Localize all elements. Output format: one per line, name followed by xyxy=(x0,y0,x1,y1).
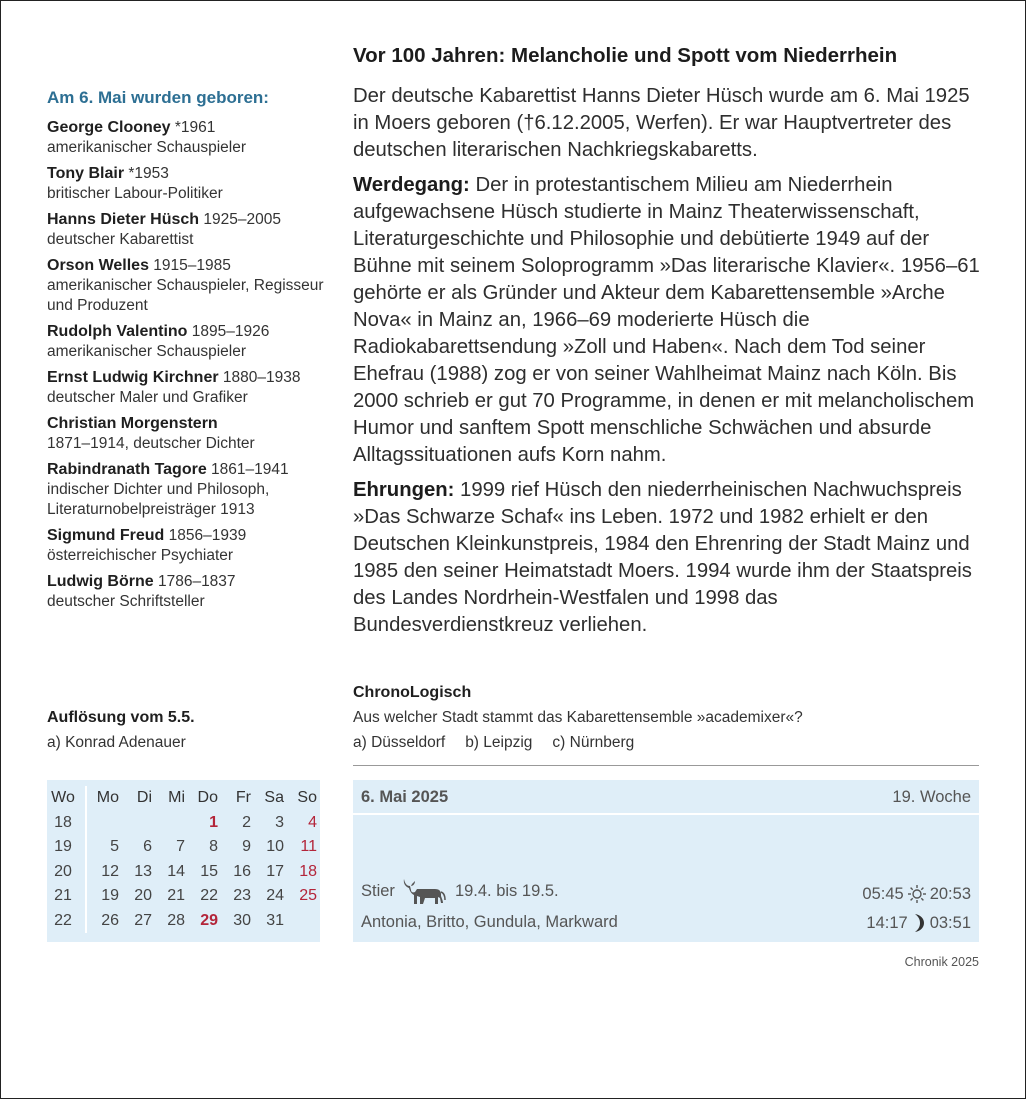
person-dates: 1786–1837 xyxy=(153,573,236,590)
sun-icon xyxy=(907,884,927,904)
birth-entry xyxy=(47,322,339,362)
birth-entry xyxy=(47,526,339,566)
sun-times xyxy=(862,884,971,904)
calendar-day: 13 xyxy=(134,862,152,880)
calendar-day: 1 xyxy=(209,813,218,831)
footer-credit: Chronik 2025 xyxy=(904,955,979,969)
article-body xyxy=(353,83,983,647)
calendar-week-row xyxy=(47,860,318,885)
person-desc: 1871–1914, deutscher Dichter xyxy=(47,435,255,452)
person-desc: deutscher Maler und Grafiker xyxy=(47,389,248,406)
person-dates: 1856–1939 xyxy=(164,527,247,544)
person-desc: amerikanischer Schauspieler, Regisseur und Produzent xyxy=(47,277,324,314)
article-section-honors xyxy=(353,477,983,639)
person-name: Rudolph Valentino xyxy=(47,323,188,340)
person-dates: *1961 xyxy=(170,119,216,136)
weekday-header: Do xyxy=(197,789,218,807)
birth-entry xyxy=(47,164,339,204)
calendar-day: 24 xyxy=(266,887,284,905)
week-number-cell: 21 xyxy=(47,884,86,909)
week-number-cell: 19 xyxy=(47,835,86,860)
births-list xyxy=(47,118,339,618)
quiz-question: Aus welcher Stadt stammt das Kabarettensemble »academixer«? xyxy=(353,709,803,726)
quiz-answers xyxy=(353,734,654,752)
zodiac-sign: Stier xyxy=(361,881,395,900)
person-desc: deutscher Kabarettist xyxy=(47,231,194,248)
calendar-day: 2 xyxy=(242,813,251,831)
calendar-day: 26 xyxy=(101,911,119,929)
zodiac-range: 19.4. bis 19.5. xyxy=(454,881,559,900)
weekday-header: Di xyxy=(136,789,152,807)
weekday-header: Fr xyxy=(235,789,251,807)
sunset-time: 20:53 xyxy=(929,884,971,903)
quiz-answer: a) Düsseldorf xyxy=(353,734,446,751)
quiz-title: ChronoLogisch xyxy=(353,684,472,701)
person-desc: deutscher Schriftsteller xyxy=(47,593,205,610)
calendar-day: 12 xyxy=(101,862,119,880)
calendar-week-row xyxy=(47,811,318,836)
calendar-day: 10 xyxy=(266,838,284,856)
person-name: Tony Blair xyxy=(47,165,125,182)
person-dates: 1915–1985 xyxy=(148,257,231,274)
article-intro: Der deutsche Kabarettist Hanns Dieter Hüsch wurde am 6. Mai 1925 in Moers geboren (†6.12.2005, Werfen). Er war Hauptvertreter des deutschen literarischen Nachkriegskabaretts. xyxy=(353,85,970,161)
calendar-day: 21 xyxy=(167,887,185,905)
weekday-header: Mo xyxy=(96,789,119,807)
calendar-day: 8 xyxy=(209,838,218,856)
person-desc: britischer Labour-Politiker xyxy=(47,185,223,202)
calendar-day: 16 xyxy=(233,862,251,880)
day-info-box xyxy=(353,780,979,942)
week-number-cell: 20 xyxy=(47,860,86,885)
calendar-day: 30 xyxy=(233,911,251,929)
article-section-career xyxy=(353,172,983,469)
birth-entry xyxy=(47,460,339,520)
month-calendar xyxy=(47,780,320,942)
weekday-header: Mi xyxy=(168,789,185,807)
calendar-day xyxy=(86,811,120,836)
calendar-day: 23 xyxy=(233,887,251,905)
birth-entry xyxy=(47,368,339,408)
birth-entry xyxy=(47,118,339,158)
calendar-day xyxy=(120,811,153,836)
calendar-day: 19 xyxy=(101,887,119,905)
person-name: Orson Welles xyxy=(47,257,149,274)
person-desc: amerikanischer Schauspieler xyxy=(47,139,247,156)
person-dates: *1953 xyxy=(124,165,169,182)
divider xyxy=(353,765,979,766)
calendar-day: 28 xyxy=(167,911,185,929)
calendar-day xyxy=(285,909,318,934)
person-dates: 1880–1938 xyxy=(218,369,301,386)
person-dates: 1861–1941 xyxy=(206,461,289,478)
calendar-day: 18 xyxy=(299,862,317,880)
calendar-day xyxy=(153,811,186,836)
calendar-day: 11 xyxy=(300,838,317,856)
calendar-day: 5 xyxy=(110,838,119,856)
week-number-cell: 18 xyxy=(47,811,86,836)
sunrise-time: 05:45 xyxy=(862,884,904,903)
person-desc: amerikanischer Schauspieler xyxy=(47,343,247,360)
birth-entry xyxy=(47,256,339,316)
calendar-day: 14 xyxy=(167,862,185,880)
calendar-day: 9 xyxy=(242,838,251,856)
calendar-day: 7 xyxy=(176,838,185,856)
person-name: Rabindranath Tagore xyxy=(47,461,207,478)
calendar-day: 17 xyxy=(266,862,284,880)
week-number: 19. Woche xyxy=(892,788,971,806)
calendar-table xyxy=(47,786,318,933)
calendar-day: 22 xyxy=(200,887,218,905)
calendar-day: 31 xyxy=(266,911,284,929)
person-dates: 1925–2005 xyxy=(199,211,281,228)
moonrise-time: 14:17 xyxy=(866,913,908,932)
calendar-day: 4 xyxy=(308,813,317,831)
person-name: George Clooney xyxy=(47,119,171,136)
weekday-header: Wo xyxy=(47,786,86,811)
person-name: Ludwig Börne xyxy=(47,573,154,590)
day-info-header xyxy=(353,780,979,815)
moonset-time: 03:51 xyxy=(929,913,971,932)
moon-icon xyxy=(911,913,927,933)
calendar-day: 15 xyxy=(200,862,218,880)
article-headline: Vor 100 Jahren: Melancholie und Spott vom Niederrhein xyxy=(353,44,898,67)
births-heading: Am 6. Mai wurden geboren: xyxy=(47,88,269,107)
person-name: Hanns Dieter Hüsch xyxy=(47,211,200,228)
week-number-cell: 22 xyxy=(47,909,86,934)
solution-title: Auflösung vom 5.5. xyxy=(47,709,195,726)
person-dates: 1895–1926 xyxy=(187,323,270,340)
quiz-answer: b) Leipzig xyxy=(465,734,533,751)
moon-times xyxy=(866,913,971,933)
section-lead-honors: Ehrungen: xyxy=(353,479,455,501)
calendar-day: 6 xyxy=(143,838,152,856)
calendar-day: 20 xyxy=(134,887,152,905)
person-name: Ernst Ludwig Kirchner xyxy=(47,369,219,386)
calendar-day: 29 xyxy=(200,911,218,929)
weekday-header: So xyxy=(297,789,317,807)
birth-entry xyxy=(47,572,339,612)
solution-text: a) Konrad Adenauer xyxy=(47,734,186,751)
day-date: 6. Mai 2025 xyxy=(361,788,449,806)
calendar-week-row xyxy=(47,835,318,860)
person-desc: indischer Dichter und Philosoph, Literaturnobelpreisträger 1913 xyxy=(47,481,270,518)
zodiac-info xyxy=(361,876,559,906)
bull-icon xyxy=(401,876,447,906)
person-name: Sigmund Freud xyxy=(47,527,165,544)
section-text-honors: 1999 rief Hüsch den niederrheinischen Nachwuchspreis »Das Schwarze Schaf« ins Leben. 1972 und 1982 erhielt er den Deutschen Kleinkunstpreis, 1984 den Ehrenring der Stadt Mainz und 1985 den seiner Heimatstadt Moers. 1994 wurde ihm der Staatspreis des Landes Nordrhein-Westfalen und 1998 das Bundesverdienstkreuz verliehen. xyxy=(353,479,972,636)
calendar-week-row xyxy=(47,909,318,934)
calendar-week-row xyxy=(47,884,318,909)
section-text-career: Der in protestantischem Milieu am Niederrhein aufgewachsene Hüsch studierte in Mainz Theaterwissenschaft, Literaturgeschichte und Philosophie und debütierte 1949 auf der Bühne mit seinem Soloprogramm »Das literarische Klavier«. 1956–61 gehörte er als Gründer und Akteur dem Kabarettensemble »Arche Nova« in Mainz an, 1966–69 moderierte Hüsch die Radiokabarettsendung »Zoll und Haben«. Nach dem Tod seiner Ehefrau (1988) zog er von seiner Wahlheimat Mainz nach Köln. Bis 2000 schrieb er gut 70 Programme, in denen er mit melancholischem Humor und sanftem Spott menschliche Schwächen und absurde Alltagssituationen aufs Korn nahm. xyxy=(353,174,980,466)
calendar-day: 25 xyxy=(299,887,317,905)
calendar-day: 3 xyxy=(275,813,284,831)
birth-entry xyxy=(47,210,339,250)
birth-entry xyxy=(47,414,339,454)
person-name: Christian Morgenstern xyxy=(47,415,218,432)
quiz-answer: c) Nürnberg xyxy=(552,734,635,751)
calendar-header-row xyxy=(47,786,318,811)
calendar-day: 27 xyxy=(134,911,152,929)
name-days: Antonia, Britto, Gundula, Markward xyxy=(361,913,618,931)
person-desc: österreichischer Psychiater xyxy=(47,547,234,564)
section-lead-career: Werdegang: xyxy=(353,174,470,196)
weekday-header: Sa xyxy=(264,789,284,807)
